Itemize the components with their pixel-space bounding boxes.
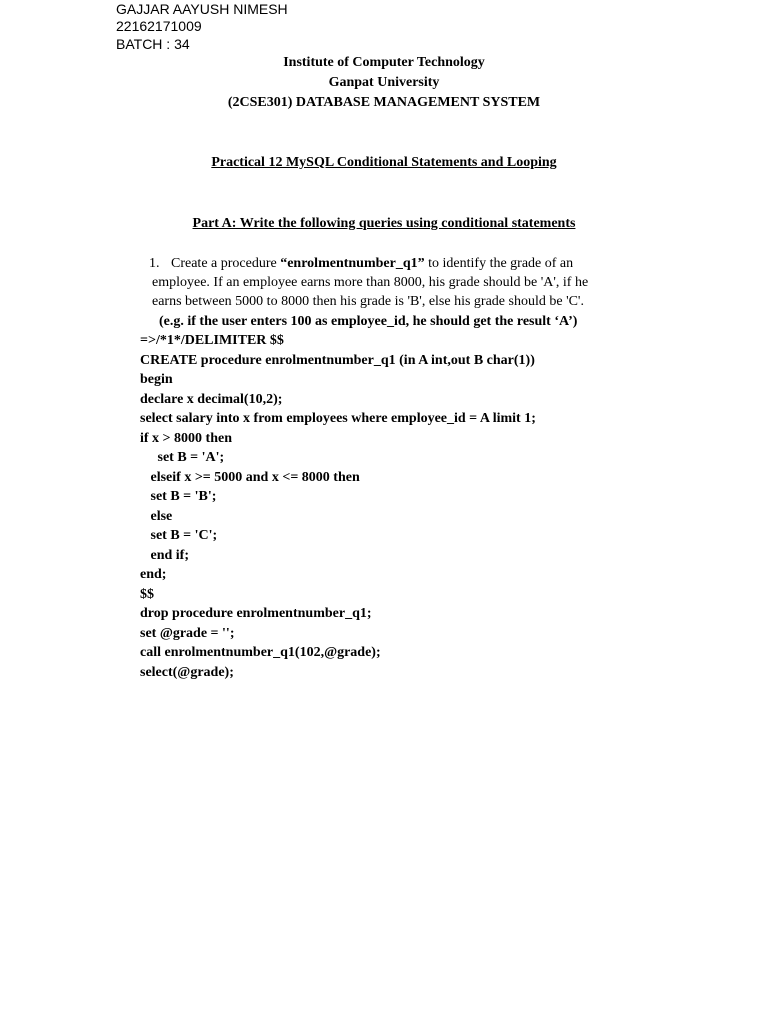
code-line: elseif x >= 5000 and x <= 8000 then bbox=[140, 470, 360, 485]
student-id: 22162171009 bbox=[116, 18, 202, 34]
code-line: $$ bbox=[140, 587, 154, 602]
code-line: set @grade = ''; bbox=[140, 626, 235, 641]
procedure-name: “enrolmentnumber_q1” bbox=[280, 256, 425, 271]
code-line: declare x decimal(10,2); bbox=[140, 392, 283, 407]
code-line: if x > 8000 then bbox=[140, 431, 232, 446]
code-line: begin bbox=[140, 372, 173, 387]
code-line: else bbox=[140, 509, 173, 524]
batch-label: BATCH : 34 bbox=[116, 36, 190, 52]
code-line: end if; bbox=[140, 548, 189, 563]
code-line: set B = 'B'; bbox=[140, 489, 217, 504]
code-line: select salary into x from employees where employee_id = A limit 1; bbox=[140, 411, 536, 426]
code-line: end; bbox=[140, 567, 167, 582]
question-number: 1. bbox=[149, 256, 160, 271]
code-line: set B = 'C'; bbox=[140, 528, 218, 543]
part-title: Part A: Write the following queries using conditional statements bbox=[192, 216, 576, 231]
code-line: set B = 'A'; bbox=[140, 450, 225, 465]
code-line: call enrolmentnumber_q1(102,@grade); bbox=[140, 645, 381, 660]
question-post: to identify the grade of an bbox=[424, 256, 574, 271]
code-line: drop procedure enrolmentnumber_q1; bbox=[140, 606, 372, 621]
student-name: GAJJAR AAYUSH NIMESH bbox=[116, 1, 288, 17]
question-line-1 bbox=[171, 254, 573, 273]
institute-name: Institute of Computer Technology bbox=[283, 55, 485, 70]
code-line: =>/*1*/DELIMITER $$ bbox=[140, 333, 284, 348]
question-line-2: employee. If an employee earns more than 8000, his grade should be 'A', if he bbox=[152, 275, 589, 290]
question-line-3: earns between 5000 to 8000 then his grade is 'B', else his grade should be 'C'. bbox=[152, 294, 584, 309]
code-line: CREATE procedure enrolmentnumber_q1 (in A int,out B char(1)) bbox=[140, 353, 535, 368]
question-pre: Create a procedure bbox=[171, 256, 281, 271]
university-name: Ganpat University bbox=[328, 75, 440, 90]
practical-title: Practical 12 MySQL Conditional Statements and Looping bbox=[211, 155, 557, 170]
course-title: (2CSE301) DATABASE MANAGEMENT SYSTEM bbox=[227, 95, 541, 110]
code-line: select(@grade); bbox=[140, 665, 234, 680]
question-example: (e.g. if the user enters 100 as employee_id, he should get the result ‘A’) bbox=[159, 314, 578, 329]
